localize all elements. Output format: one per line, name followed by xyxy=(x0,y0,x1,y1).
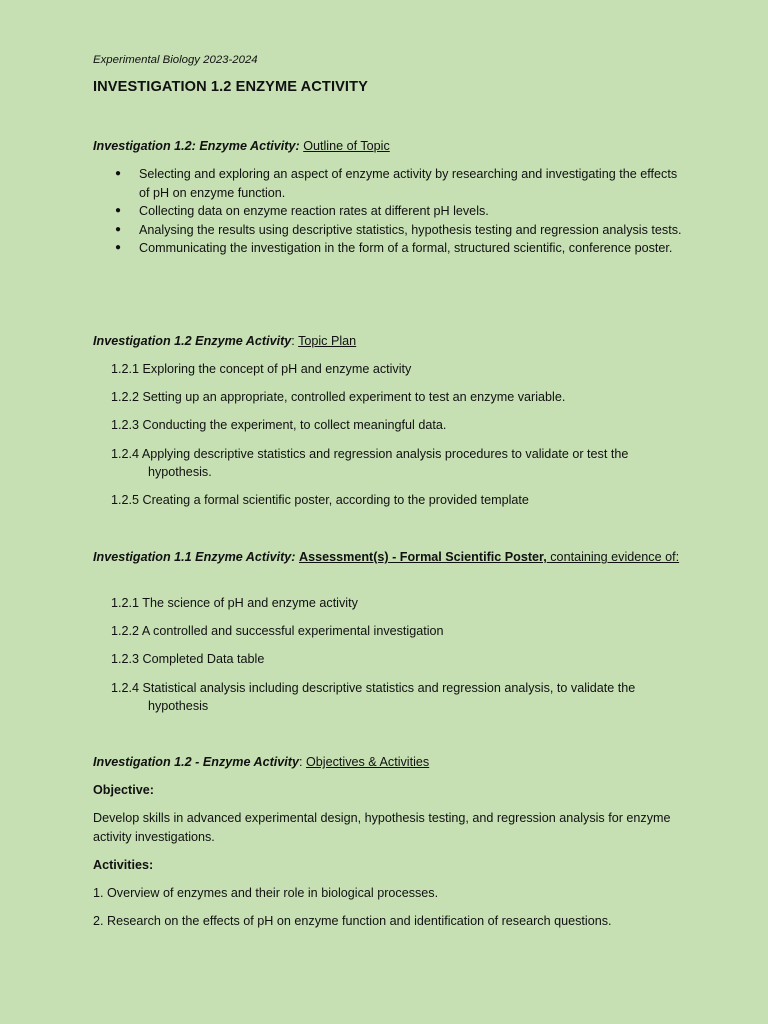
outline-bullet-item: ● Selecting and exploring an aspect of enzyme activity by researching and investigating the effects of pH on enzyme function. xyxy=(93,165,683,202)
assessment-heading-link-rest: containing evidence of: xyxy=(546,550,680,564)
topic-plan-heading xyxy=(93,332,683,351)
outline-heading-prefix: Investigation 1.2: Enzyme Activity: xyxy=(93,139,300,153)
outline-bullet-list xyxy=(93,165,683,258)
topic-plan-item: 1.2.3 Conducting the experiment, to collect meaningful data. xyxy=(111,418,447,433)
activity-item: 2. Research on the effects of pH on enzyme function and identification of research questions. xyxy=(93,914,612,928)
topic-plan-item: 1.2.1 Exploring the concept of pH and enzyme activity xyxy=(111,362,412,376)
course-title: Experimental Biology 2023-2024 xyxy=(93,54,258,66)
outline-heading xyxy=(93,137,683,156)
assessment-heading-link: Assessment(s) - Formal Scientific Poster, xyxy=(299,550,547,564)
objectives-heading-link: Objectives & Activities xyxy=(306,755,430,769)
topic-plan-item: 1.2.4 Applying descriptive statistics and regression analysis procedures to validate or test the hypothesis. xyxy=(111,446,629,480)
assessment-heading-prefix: Investigation 1.1 Enzyme Activity: xyxy=(93,550,296,564)
objective-text: Develop skills in advanced experimental design, hypothesis testing, and regression analysis for enzyme activity investigations. xyxy=(93,811,671,844)
objectives-heading-sep: : xyxy=(299,755,306,769)
assessment-item: 1.2.4 Statistical analysis including descriptive statistics and regression analysis, to validate the hypothesis xyxy=(111,680,636,714)
topic-plan-heading-sep: : xyxy=(291,334,299,348)
topic-plan-item: 1.2.5 Creating a formal scientific poster, according to the provided template xyxy=(111,493,529,508)
assessment-item: 1.2.1 The science of pH and enzyme activity xyxy=(111,596,358,610)
activity-item: 1. Overview of enzymes and their role in biological processes. xyxy=(93,886,439,900)
topic-plan-item: 1.2.2 Setting up an appropriate, controlled experiment to test an enzyme variable. xyxy=(111,390,566,405)
outline-heading-link: Outline of Topic xyxy=(303,139,390,153)
outline-bullet-item: ● Collecting data on enzyme reaction rates at different pH levels. xyxy=(93,202,683,221)
topic-plan-heading-prefix: Investigation 1.2 Enzyme Activity xyxy=(93,334,292,348)
topic-plan-heading-link: Topic Plan xyxy=(298,334,357,348)
assessment-heading xyxy=(93,548,683,567)
assessment-list xyxy=(111,594,683,725)
objectives-heading-prefix: Investigation 1.2 - Enzyme Activity xyxy=(93,755,299,769)
assessment-item: 1.2.2 A controlled and successful experimental investigation xyxy=(111,624,444,639)
activities-label: Activities: xyxy=(93,858,154,872)
assessment-item: 1.2.3 Completed Data table xyxy=(111,652,265,667)
outline-bullet-item: ● Communicating the investigation in the form of a formal, structured scientific, conference poster. xyxy=(93,239,683,258)
topic-plan-list xyxy=(111,360,683,519)
objectives-heading xyxy=(93,753,683,772)
outline-bullet-item: ● Analysing the results using descriptive statistics, hypothesis testing and regression analysis tests. xyxy=(93,221,683,240)
document-title: INVESTIGATION 1.2 ENZYME ACTIVITY xyxy=(93,79,368,95)
objective-label: Objective: xyxy=(93,783,154,797)
